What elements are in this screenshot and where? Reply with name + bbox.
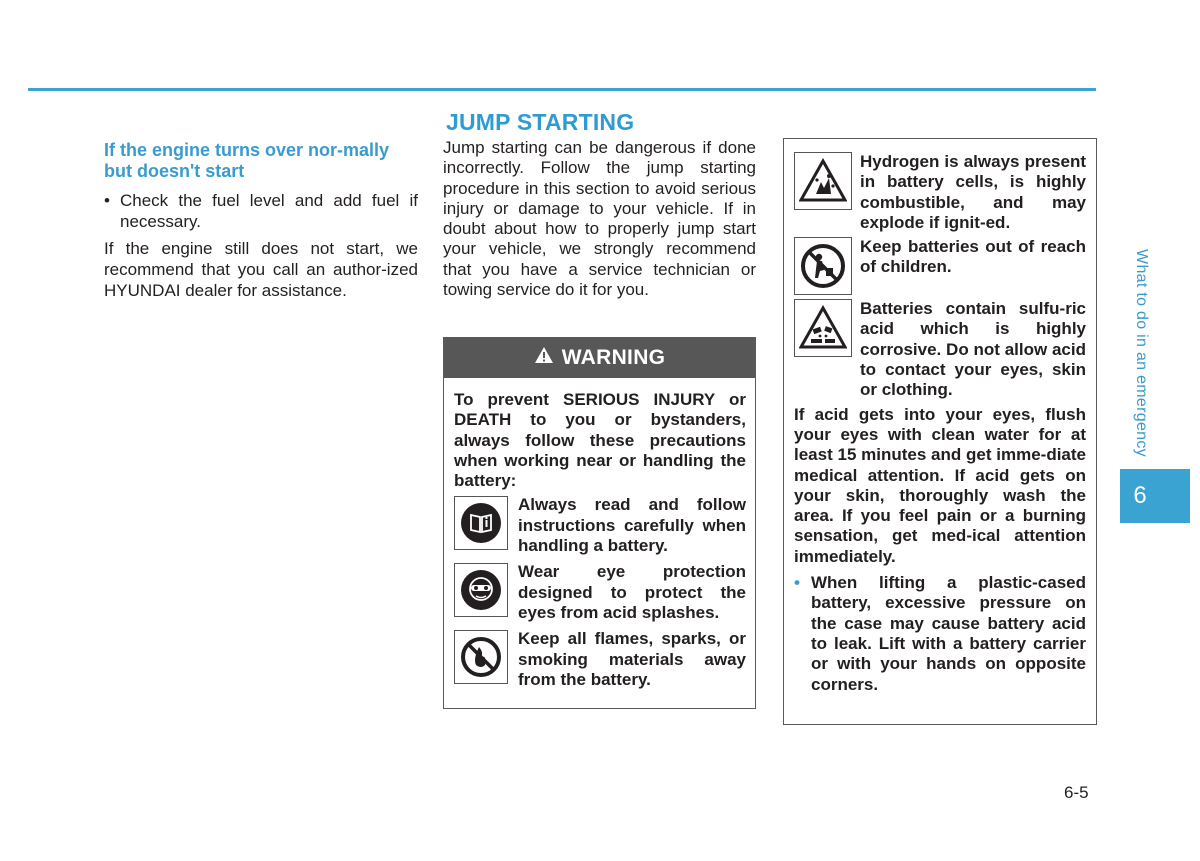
fuel-check-text: Check the fuel level and add fuel if necessary. (120, 191, 418, 231)
eye-protection-icon (454, 563, 508, 617)
warning-item-text: Wear eye protection designed to protect the eyes from acid splashes. (518, 562, 746, 622)
chapter-side-label (1120, 238, 1162, 468)
warning-item (454, 495, 746, 556)
battery-hazard-box (783, 138, 1097, 725)
middle-column (443, 108, 756, 300)
warning-label: WARNING (561, 346, 666, 369)
lifting-battery-text: When lifting a plastic-cased battery, excessive pressure on the case may cause battery acid to leak. Lift with a battery carrier or with your hands on opposite corners. (811, 573, 1086, 694)
page-number: 6-5 (1064, 783, 1089, 802)
hazard-item (794, 237, 1086, 295)
warning-header (444, 338, 755, 378)
keep-away-children-icon (794, 237, 852, 295)
hazard-item (794, 152, 1086, 233)
engine-turns-heading: If the engine turns over nor-mally but doesn't start (104, 140, 390, 181)
hazard-item-text: Keep batteries out of reach of children. (860, 237, 1086, 277)
no-flames-icon (454, 630, 508, 684)
manual-icon (454, 496, 508, 550)
chapter-tab (1120, 469, 1190, 523)
chapter-title: What to do in an emergency (1133, 249, 1151, 457)
chapter-number: 6 (1133, 482, 1147, 509)
warning-box (443, 337, 756, 709)
fuel-check-bullet (104, 190, 418, 232)
battery-hazard-body (784, 139, 1096, 695)
warning-item (454, 562, 746, 623)
left-column (104, 140, 418, 301)
corrosive-hazard-icon (794, 299, 852, 357)
warning-item-text: Always read and follow instructions carefully when handling a battery. (518, 495, 746, 556)
warning-item (454, 629, 746, 690)
top-rule (28, 88, 1096, 91)
warning-triangle-icon (534, 346, 554, 370)
jump-start-intro: Jump starting can be dangerous if done incorrectly. Follow the jump starting procedure in this section to avoid serious injury or damage to your vehicle. If in doubt about how to properly jump start your vehicle, we strongly recommend that you have a service technician or towing service do it for you. (443, 138, 756, 300)
dealer-assistance-paragraph: If the engine still does not start, we recommend that you call an author-ized HYUNDAI dealer for assistance. (104, 239, 418, 300)
explosion-hazard-icon (794, 152, 852, 210)
section-title: JUMP STARTING (446, 109, 635, 135)
bullet-dot: • (104, 191, 110, 210)
warning-item-text: Keep all flames, sparks, or smoking materials away from the battery. (518, 629, 746, 689)
acid-first-aid-paragraph: If acid gets into your eyes, flush your eyes with clean water for at least 15 minutes and get imme-diate medical attention. If acid gets on your skin, thoroughly wash the area. If you feel pain or a burning sensation, get med-ical attention immediately. (794, 404, 1086, 566)
warning-intro: To prevent SERIOUS INJURY or DEATH to you or bystanders, always follow these precautions when working near or handling the battery: (454, 390, 746, 491)
lifting-battery-bullet (794, 573, 1086, 695)
hazard-item-text: Hydrogen is always present in battery cells, is highly combustible, and may explode if ignit-ed. (860, 152, 1086, 232)
warning-body (444, 378, 755, 690)
hazard-item (794, 299, 1086, 400)
hazard-item-text: Batteries contain sulfu-ric acid which is highly corrosive. Do not allow acid to contact your eyes, skin or clothing. (860, 299, 1086, 400)
bullet-dot: • (794, 573, 800, 593)
